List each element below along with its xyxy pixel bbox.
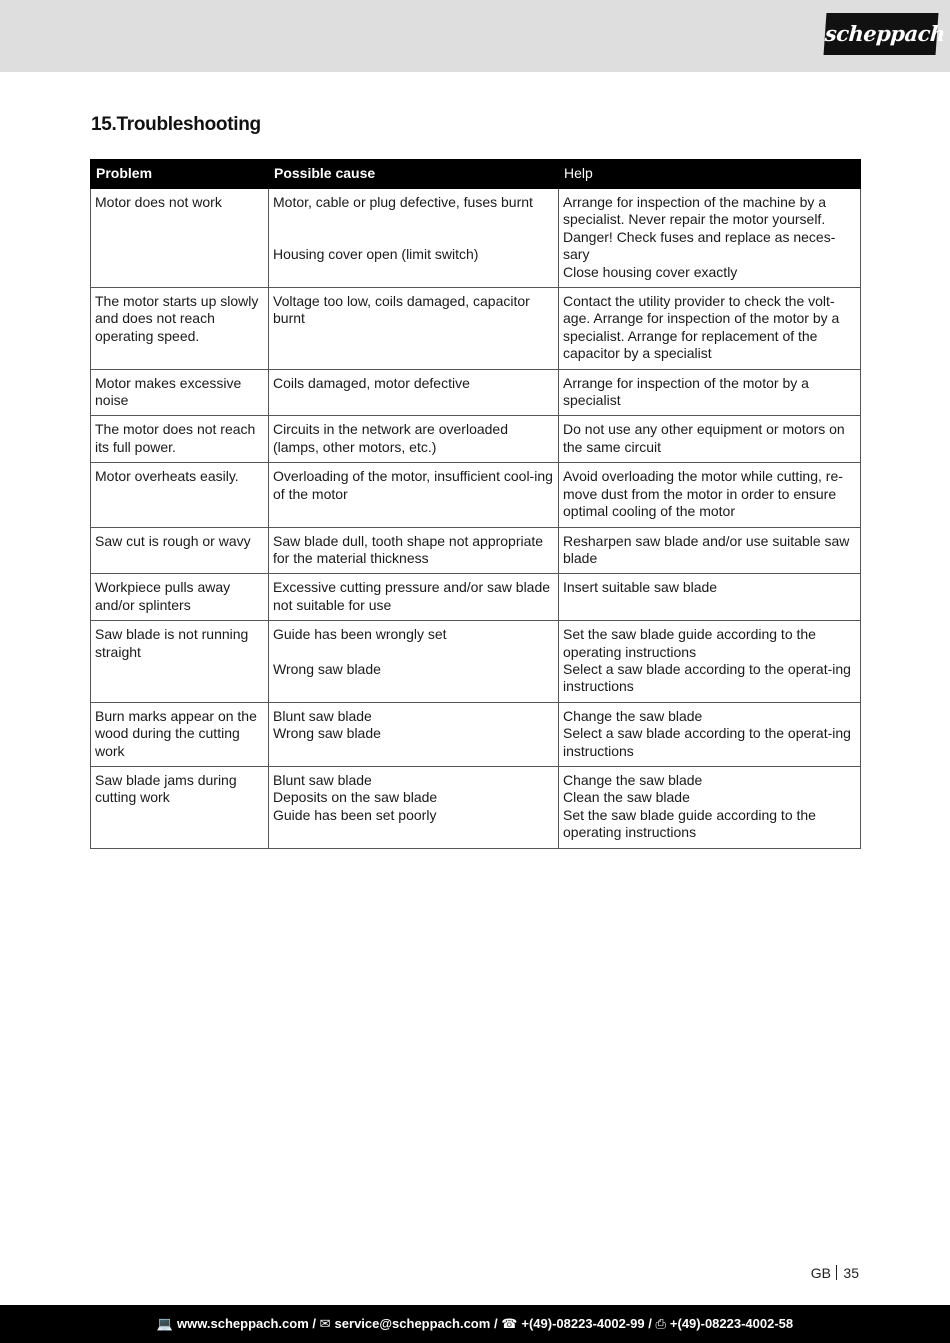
scheppach-logo: scheppach [824, 13, 939, 55]
cause-text: Saw blade dull, tooth shape not appropriate for the material thickness [273, 532, 544, 566]
cause-text: Wrong saw blade [273, 660, 381, 677]
troubleshooting-table [90, 159, 861, 849]
fax-icon: ⎙ [655, 1316, 666, 1331]
problem-text: The motor starts up slowly and does not reach operating speed. [95, 293, 259, 344]
cause-text: Circuits in the network are overloaded (lamps, other motors, etc.) [273, 421, 509, 455]
page-number [811, 1265, 859, 1281]
problem-cell [91, 189, 269, 288]
footer-separator: / [312, 1316, 317, 1331]
table-header-row [91, 160, 861, 189]
cause-text: Wrong saw blade [273, 725, 381, 742]
footer-phone: +(49)-08223-4002-99 [521, 1316, 645, 1331]
footer-email[interactable]: service@scheppach.com [334, 1316, 491, 1331]
footer-bar [0, 1305, 950, 1343]
table-row [91, 369, 861, 416]
help-text: Select a saw blade according to the operat-ing instructions [563, 660, 851, 695]
help-text: sary [563, 246, 590, 263]
cause-text: Blunt saw blade [273, 707, 372, 724]
problem-cell [91, 574, 269, 621]
help-cell [559, 416, 861, 463]
cause-text: Coils damaged, motor defective [273, 374, 470, 391]
envelope-icon: ✉ [319, 1316, 331, 1331]
footer-website[interactable]: www.scheppach.com [177, 1316, 309, 1331]
problem-text: Saw blade is not running straight [95, 626, 249, 660]
help-text: Close housing cover exactly [563, 263, 738, 280]
cause-text: Housing cover open (limit switch) [273, 246, 479, 263]
help-text: Set the saw blade guide according to the operating instructions [563, 806, 816, 841]
problem-cell [91, 766, 269, 848]
cause-text: Overloading of the motor, insufficient cool-ing of the motor [273, 468, 553, 502]
cause-text: Voltage too low, coils damaged, capacitor burnt [273, 293, 530, 327]
problem-text: Burn marks appear on the wood during the cutting work [95, 707, 257, 759]
header-help: Help [559, 160, 861, 189]
table-row [91, 527, 861, 574]
page-language: GB [810, 1265, 831, 1281]
problem-text: Saw cut is rough or wavy [95, 532, 251, 549]
cause-cell [269, 416, 559, 463]
help-text: Avoid overloading the motor while cutting, re-move dust from the motor in order to ensure optimal cooling of the motor [563, 468, 843, 520]
cause-cell [269, 369, 559, 416]
help-cell [559, 527, 861, 574]
cause-cell [269, 574, 559, 621]
help-cell [559, 288, 861, 370]
problem-cell [91, 416, 269, 463]
problem-text: The motor does not reach its full power. [95, 421, 256, 455]
table-row [91, 189, 861, 288]
cause-text: Motor, cable or plug defective, fuses burnt [273, 194, 533, 210]
cause-text: Blunt saw blade [273, 771, 372, 788]
help-text: Change the saw blade [563, 771, 703, 788]
help-cell [559, 702, 861, 766]
problem-text: Motor overheats easily. [95, 468, 239, 485]
footer-separator: / [493, 1316, 498, 1331]
header-cause: Possible cause [269, 160, 559, 189]
help-text: specialist. Never repair the motor yourself. [563, 211, 826, 228]
cause-cell [269, 621, 559, 703]
help-text: Set the saw blade guide according to the operating instructions [563, 626, 816, 660]
help-cell [559, 621, 861, 703]
help-text: Arrange for inspection of the machine by a [563, 194, 827, 210]
table-row [91, 766, 861, 848]
help-cell [559, 574, 861, 621]
cause-cell [269, 288, 559, 370]
problem-cell [91, 621, 269, 703]
table-row [91, 621, 861, 703]
cause-cell [269, 527, 559, 574]
help-text: Danger! Check fuses and replace as neces- [563, 228, 836, 245]
cause-text: Guide has been wrongly set [273, 626, 447, 643]
cause-cell [269, 702, 559, 766]
help-cell [559, 463, 861, 527]
header-problem: Problem [91, 160, 269, 189]
problem-cell [91, 702, 269, 766]
table-row [91, 463, 861, 527]
section-title: 15.Troubleshooting [91, 114, 261, 135]
telephone-icon: ☎ [501, 1316, 518, 1331]
problem-text: Motor makes excessive noise [95, 374, 242, 409]
problem-text: Saw blade jams during cutting work [95, 771, 237, 806]
help-text: Change the saw blade [563, 707, 703, 724]
problem-text: Workpiece pulls away and/or splinters [95, 579, 231, 613]
footer-fax: +(49)-08223-4002-58 [669, 1316, 794, 1331]
help-cell [559, 766, 861, 848]
help-text: Insert suitable saw blade [563, 579, 718, 596]
help-text: Resharpen saw blade and/or use suitable saw blade [563, 532, 850, 566]
problem-cell [91, 369, 269, 416]
computer-icon: 💻 [156, 1316, 174, 1331]
cause-text: Excessive cutting pressure and/or saw blade not suitable for use [273, 579, 551, 613]
cause-cell [269, 463, 559, 527]
table-row [91, 288, 861, 370]
help-text: Arrange for inspection of the motor by a specialist [563, 374, 809, 409]
cause-cell [269, 189, 559, 288]
cause-text: Guide has been set poorly [273, 806, 437, 823]
footer-separator: / [648, 1316, 652, 1331]
help-text: Clean the saw blade [563, 789, 690, 806]
help-text: Contact the utility provider to check the volt-age. Arrange for inspection of the motor by a specialist. Arrange for replacement of the capacitor by a specialist [563, 293, 840, 362]
page-separator [836, 1265, 838, 1280]
table-row [91, 416, 861, 463]
help-text: Do not use any other equipment or motors on the same circuit [563, 421, 845, 455]
table-row [91, 702, 861, 766]
help-text: Select a saw blade according to the operat-ing instructions [563, 725, 851, 759]
table-row [91, 574, 861, 621]
help-cell [559, 189, 861, 288]
problem-cell [91, 288, 269, 370]
page-number-value: 35 [843, 1265, 859, 1281]
problem-text: Motor does not work [95, 194, 222, 210]
header-band [0, 0, 950, 72]
problem-cell [91, 463, 269, 527]
cause-cell [269, 766, 559, 848]
help-cell [559, 369, 861, 416]
problem-cell [91, 527, 269, 574]
cause-text: Deposits on the saw blade [273, 789, 438, 806]
